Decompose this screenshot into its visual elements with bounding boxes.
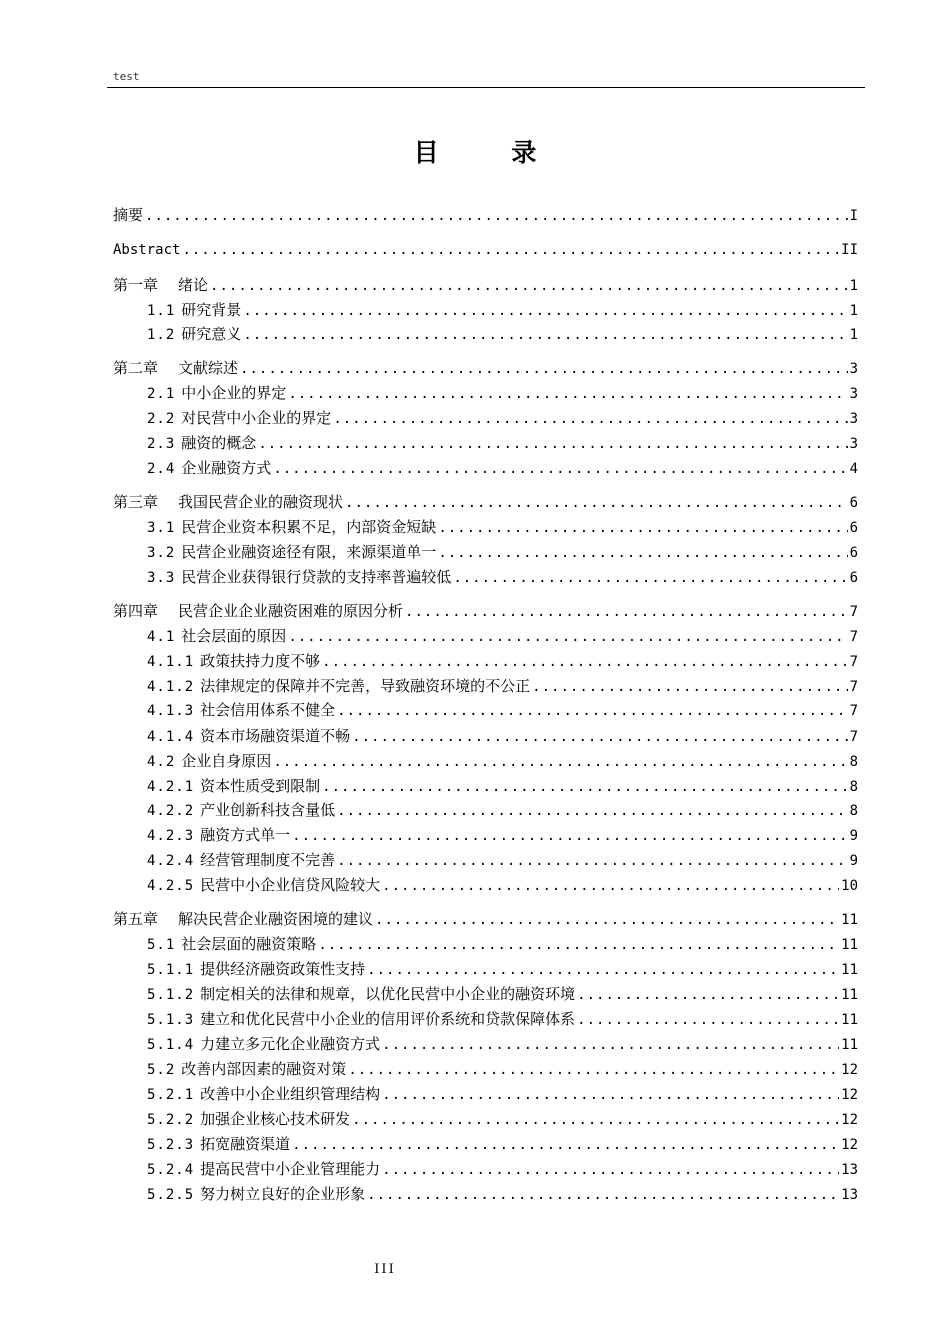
toc-page-number: 3 <box>849 386 858 402</box>
toc-page-number: 12 <box>841 1112 858 1128</box>
toc-leader-dots <box>292 1135 839 1155</box>
toc-leader-dots <box>438 543 847 563</box>
toc-page-number: 11 <box>841 962 858 978</box>
toc-section-entry[interactable] <box>113 383 858 403</box>
toc-entry-number: 第一章 <box>113 276 159 294</box>
toc-leader-dots <box>352 1110 839 1130</box>
toc-entry-title: 社会信用体系不健全 <box>200 701 336 719</box>
toc-page-number: 11 <box>841 1037 858 1053</box>
toc-entry-number: 5.2.5 <box>147 1187 195 1203</box>
toc-leader-dots <box>577 1010 839 1030</box>
toc-entry-number: 4.1.3 <box>147 703 195 719</box>
toc-leader-dots <box>337 801 847 821</box>
toc-page-number: 7 <box>849 679 858 695</box>
toc-entry-title: 改善中小企业组织管理结构 <box>200 1085 381 1103</box>
toc-page-number: I <box>849 208 858 224</box>
toc-entry-number: 2.2 <box>147 411 176 427</box>
toc-entry-number: 5.2.3 <box>147 1137 195 1153</box>
toc-entry-number: 5.2.2 <box>147 1112 195 1128</box>
toc-entry-title: 资本市场融资渠道不畅 <box>200 727 351 745</box>
toc-leader-dots <box>352 727 847 747</box>
toc-section-entry[interactable] <box>113 1109 858 1129</box>
toc-entry-title: 建立和优化民营中小企业的信用评价系统和贷款保障体系 <box>200 1010 576 1028</box>
toc-entry-title: 研究意义 <box>181 325 242 343</box>
toc-page-number: 3 <box>849 436 858 452</box>
toc-entry-number: 4.2.1 <box>147 779 195 795</box>
toc-leader-dots <box>337 701 847 721</box>
toc-entry-number: 1.2 <box>147 327 176 343</box>
toc-leader-dots <box>348 1060 839 1080</box>
toc-entry-number: 5.1.2 <box>147 987 195 1003</box>
toc-page-number: 12 <box>841 1062 858 1078</box>
toc-entry-number: 4.2.4 <box>147 853 195 869</box>
toc-page-number: 11 <box>841 1012 858 1028</box>
toc-section-entry[interactable] <box>113 542 858 562</box>
toc-entry-title: 拓宽融资渠道 <box>200 1135 291 1153</box>
toc-entry-title: 解决民营企业融资困境的建议 <box>178 910 374 928</box>
toc-page-number: 6 <box>849 495 858 511</box>
toc-section-entry[interactable] <box>113 1134 858 1154</box>
toc-entry-title: 努力树立良好的企业形象 <box>200 1185 366 1203</box>
page-title: 目 录 <box>413 138 569 167</box>
toc-chapter-entry[interactable] <box>113 205 858 225</box>
toc-section-entry[interactable] <box>113 1009 858 1029</box>
toc-leader-dots <box>453 568 847 588</box>
toc-page-number: 6 <box>849 570 858 586</box>
toc-entry-title: 力建立多元化企业融资方式 <box>200 1035 381 1053</box>
toc-entry-title: 经营管理制度不完善 <box>200 851 336 869</box>
toc-entry-title: 绪论 <box>178 276 209 294</box>
toc-section-entry[interactable] <box>113 984 858 1004</box>
toc-entry-title: 政策扶持力度不够 <box>200 652 321 670</box>
toc-page-number: 3 <box>849 361 858 377</box>
toc-leader-dots <box>318 935 839 955</box>
toc-page-number: 1 <box>849 303 858 319</box>
toc-entry-number: 3.3 <box>147 570 176 586</box>
toc-section-entry[interactable] <box>113 850 858 870</box>
toc-page-number: 8 <box>849 803 858 819</box>
toc-page-number: 3 <box>849 411 858 427</box>
toc-section-entry[interactable] <box>113 1059 858 1079</box>
toc-section-entry[interactable] <box>113 324 858 344</box>
toc-leader-dots <box>382 1160 839 1180</box>
toc-section-entry[interactable] <box>113 517 858 537</box>
toc-leader-dots <box>375 910 839 930</box>
toc-leader-dots <box>367 960 839 980</box>
toc-page-number: 10 <box>841 878 858 894</box>
toc-entry-title: 法律规定的保障并不完善，导致融资环境的不公正 <box>200 677 531 695</box>
toc-section-entry[interactable] <box>113 458 858 478</box>
toc-entry-number: 第四章 <box>113 602 159 620</box>
toc-chapter-entry[interactable] <box>113 601 858 621</box>
toc-page-number: 6 <box>849 545 858 561</box>
toc-leader-dots <box>337 851 847 871</box>
toc-entry-title: 民营企业融资途径有限，来源渠道单一 <box>181 543 437 561</box>
toc-entry-title: Abstract <box>113 242 181 258</box>
toc-entry-title: 企业融资方式 <box>181 459 272 477</box>
toc-entry-number: 4.2.2 <box>147 803 195 819</box>
toc-entry-title: 社会层面的融资策略 <box>181 935 317 953</box>
toc-section-entry[interactable] <box>113 700 858 720</box>
toc-section-entry[interactable] <box>113 959 858 979</box>
toc-entry-title: 民营中小企业信贷风险较大 <box>200 876 381 894</box>
toc-page-number: 4 <box>849 461 858 477</box>
toc-section-entry[interactable] <box>113 626 858 646</box>
toc-entry-title: 融资方式单一 <box>200 826 291 844</box>
toc-page-number: 7 <box>849 703 858 719</box>
toc-entry-number: 5.1 <box>147 937 176 953</box>
toc-entry-number: 5.2 <box>147 1062 176 1078</box>
toc-leader-dots <box>288 384 847 404</box>
toc-leader-dots <box>333 409 847 429</box>
toc-section-entry[interactable] <box>113 934 858 954</box>
toc-entry-number: 5.2.4 <box>147 1162 195 1178</box>
toc-page-number: 7 <box>849 604 858 620</box>
toc-page-number: 12 <box>841 1087 858 1103</box>
toc-entry-title: 改善内部因素的融资对策 <box>181 1060 347 1078</box>
toc-section-entry[interactable] <box>113 1034 858 1054</box>
toc-leader-dots <box>405 602 848 622</box>
toc-leader-dots <box>577 985 839 1005</box>
toc-chapter-entry[interactable] <box>113 492 858 512</box>
toc-entry-title: 企业自身原因 <box>181 752 272 770</box>
toc-section-entry[interactable] <box>113 726 858 746</box>
toc-page-number: 9 <box>849 853 858 869</box>
toc-entry-title: 提供经济融资政策性支持 <box>200 960 366 978</box>
toc-page-number: 7 <box>849 629 858 645</box>
toc-entry-number: 5.2.1 <box>147 1087 195 1103</box>
toc-entry-title: 资本性质受到限制 <box>200 777 321 795</box>
toc-section-entry[interactable] <box>113 751 858 771</box>
toc-entry-title: 中小企业的界定 <box>181 384 287 402</box>
toc-entry-number: 5.1.4 <box>147 1037 195 1053</box>
toc-entry-title: 产业创新科技含量低 <box>200 801 336 819</box>
toc-leader-dots <box>182 240 839 260</box>
toc-entry-number: 2.3 <box>147 436 176 452</box>
running-header: test <box>113 70 140 83</box>
toc-page-number: 7 <box>849 729 858 745</box>
toc-entry-number: 5.1.1 <box>147 962 195 978</box>
toc-leader-dots <box>532 677 847 697</box>
toc-leader-dots <box>288 627 847 647</box>
toc-entry-title: 社会层面的原因 <box>181 627 287 645</box>
toc-entry-number: 3.1 <box>147 520 176 536</box>
toc-entry-title: 加强企业核心技术研发 <box>200 1110 351 1128</box>
toc-section-entry[interactable] <box>113 800 858 820</box>
toc-entry-title: 提高民营中小企业管理能力 <box>200 1160 381 1178</box>
toc-section-entry[interactable] <box>113 408 858 428</box>
toc-chapter-entry[interactable] <box>113 909 858 929</box>
toc-section-entry[interactable] <box>113 776 858 796</box>
toc-section-entry[interactable] <box>113 651 858 671</box>
toc-entry-title: 文献综述 <box>178 359 239 377</box>
toc-page-number: 8 <box>849 754 858 770</box>
toc-page-number: 13 <box>841 1162 858 1178</box>
toc-leader-dots <box>382 876 839 896</box>
toc-section-entry[interactable] <box>113 567 858 587</box>
toc-page-number: 11 <box>841 912 858 928</box>
toc-entry-number: 4.2.3 <box>147 828 195 844</box>
toc-leader-dots <box>345 493 848 513</box>
toc-entry-title: 民营企业企业融资困难的原因分析 <box>178 602 404 620</box>
toc-chapter-entry[interactable] <box>113 358 858 378</box>
toc-entry-number: 第三章 <box>113 493 159 511</box>
toc-entry-number: 5.1.3 <box>147 1012 195 1028</box>
toc-section-entry[interactable] <box>113 875 858 895</box>
toc-entry-number: 2.1 <box>147 386 176 402</box>
toc-leader-dots <box>367 1185 839 1205</box>
toc-page-number: II <box>841 242 858 258</box>
toc-leader-dots <box>322 777 847 797</box>
toc-leader-dots <box>145 206 848 226</box>
toc-entry-number: 1.1 <box>147 303 176 319</box>
toc-entry-number: 4.2 <box>147 754 176 770</box>
toc-entry-title: 我国民营企业的融资现状 <box>178 493 344 511</box>
toc-leader-dots <box>240 359 848 379</box>
toc-leader-dots <box>273 752 847 772</box>
toc-entry-number: 4.1 <box>147 629 176 645</box>
toc-entry-number: 2.4 <box>147 461 176 477</box>
toc-page-number: 1 <box>849 278 858 294</box>
toc-leader-dots <box>210 276 848 296</box>
toc-section-entry[interactable] <box>113 433 858 453</box>
toc-section-entry[interactable] <box>113 676 858 696</box>
toc-entry-number: 第二章 <box>113 359 159 377</box>
toc-leader-dots <box>243 301 847 321</box>
toc-page-number: 13 <box>841 1187 858 1203</box>
toc-entry-number: 4.1.2 <box>147 679 195 695</box>
toc-chapter-entry[interactable] <box>113 275 858 295</box>
toc-section-entry[interactable] <box>113 825 858 845</box>
toc-page-number: 9 <box>849 828 858 844</box>
toc-entry-title: 制定相关的法律和规章，以优化民营中小企业的融资环境 <box>200 985 576 1003</box>
toc-page-number: 11 <box>841 937 858 953</box>
toc-leader-dots <box>292 826 847 846</box>
toc-entry-title: 研究背景 <box>181 301 242 319</box>
toc-leader-dots <box>322 652 847 672</box>
toc-page-number: 1 <box>849 327 858 343</box>
toc-section-entry[interactable] <box>113 1084 858 1104</box>
page-number: III <box>374 1262 396 1277</box>
toc-entry-number: 4.1.4 <box>147 729 195 745</box>
toc-leader-dots <box>258 434 847 454</box>
toc-page-number: 8 <box>849 779 858 795</box>
toc-leader-dots <box>273 459 847 479</box>
toc-section-entry[interactable] <box>113 300 858 320</box>
toc-page-number: 6 <box>849 520 858 536</box>
toc-entry-title: 对民营中小企业的界定 <box>181 409 332 427</box>
header-rule <box>107 87 865 88</box>
toc-entry-title: 民营企业获得银行贷款的支持率普遍较低 <box>181 568 452 586</box>
toc-page-number: 11 <box>841 987 858 1003</box>
toc-section-entry[interactable] <box>113 1184 858 1204</box>
toc-entry-number: 4.2.5 <box>147 878 195 894</box>
toc-leader-dots <box>382 1035 839 1055</box>
toc-leader-dots <box>438 518 847 538</box>
toc-chapter-entry[interactable] <box>113 240 858 260</box>
toc-page-number: 12 <box>841 1137 858 1153</box>
toc-entry-number: 4.1.1 <box>147 654 195 670</box>
toc-leader-dots <box>382 1085 839 1105</box>
toc-page-number: 7 <box>849 654 858 670</box>
toc-entry-number: 3.2 <box>147 545 176 561</box>
toc-section-entry[interactable] <box>113 1159 858 1179</box>
toc-entry-title: 民营企业资本积累不足，内部资金短缺 <box>181 518 437 536</box>
toc-entry-number: 第五章 <box>113 910 159 928</box>
toc-entry-title: 摘要 <box>113 206 144 224</box>
toc-leader-dots <box>243 325 847 345</box>
toc-entry-title: 融资的概念 <box>181 434 257 452</box>
